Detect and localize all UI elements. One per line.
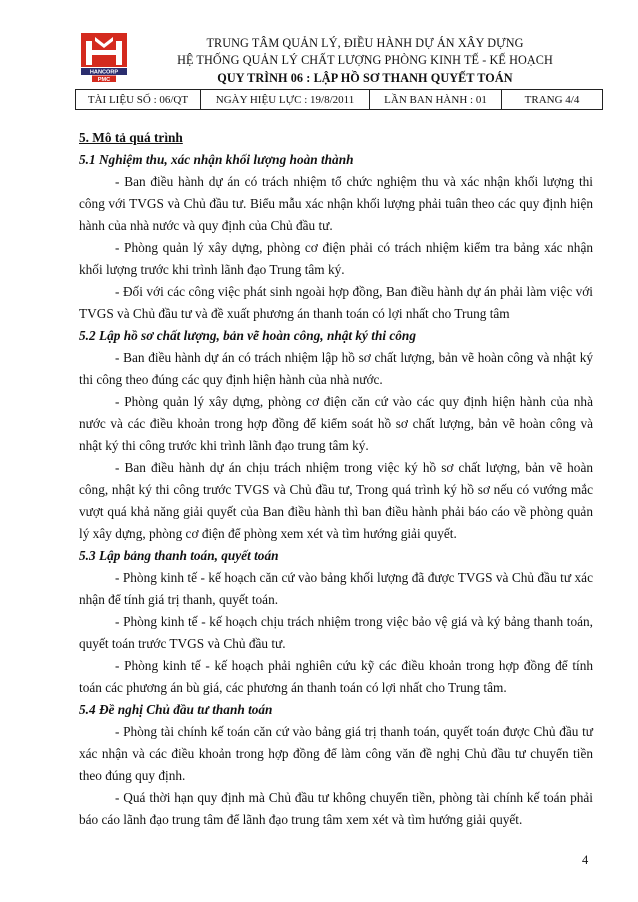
subsection-title-5-2: 5.2 Lập hồ sơ chất lượng, bản vẽ hoàn công, nhật ký thi công: [79, 328, 416, 343]
paragraph: - Phòng kinh tế - kế hoạch phải nghiên cứu kỹ các điều khoản trong hợp đồng để tính toán các phương án bù giá, các phương án thanh toán có lợi nhất cho Trung tâm.: [79, 658, 593, 695]
logo-text-top: HANCORP: [89, 69, 119, 76]
header-org-name: TRUNG TÂM QUẢN LÝ, ĐIỀU HÀNH DỰ ÁN XÂY DỰNG: [206, 36, 524, 50]
subsection-title-5-4: 5.4 Đề nghị Chủ đầu tư thanh toán: [79, 702, 273, 717]
header-procedure-title: QUY TRÌNH 06 : LẬP HỒ SƠ THANH QUYẾT TOÁN: [217, 71, 513, 85]
header-system-name: HỆ THỐNG QUẢN LÝ CHẤT LƯỢNG PHÒNG KINH TẾ - KẾ HOẠCH: [177, 53, 553, 67]
paragraph: - Phòng quản lý xây dựng, phòng cơ điện phải có trách nhiệm kiểm tra bảng xác nhận khối lượng trước khi trình lãnh đạo Trung tâm ký.: [79, 240, 593, 277]
paragraph: - Phòng kinh tế - kế hoạch chịu trách nhiệm trong việc bảo vệ giá và ký bảng thanh toán, quyết toán trước TVGS và Chủ đầu tư.: [79, 614, 593, 651]
logo-text-bottom: PMC: [97, 76, 111, 83]
meta-effective-date: NGÀY HIỆU LỰC : 19/8/2011: [201, 90, 370, 110]
company-logo: [79, 31, 129, 83]
paragraph: - Ban điều hành dự án chịu trách nhiệm trong việc ký hồ sơ chất lượng, bản vẽ hoàn công, nhật ký thi công trước TVGS và Chủ đầu tư, Trong quá trình ký hồ sơ nếu có vướng mắc vượt quá khả năng giải quyết của Ban điều hành thì ban điều hành phải báo cáo về phòng quản lý xây dựng, phòng cơ điện để phòng xem xét và tìm hướng giải quyết.: [79, 460, 593, 541]
paragraph: - Đối với các công việc phát sinh ngoài hợp đồng, Ban điều hành dự án phải làm việc với TVGS và Chủ đầu tư và đề xuất phương án thanh toán có lợi nhất cho Trung tâm: [79, 284, 593, 321]
subsection-title-5-3: 5.3 Lập bảng thanh toán, quyết toán: [79, 548, 279, 563]
meta-doc-no: TÀI LIỆU SỐ : 06/QT: [76, 90, 201, 110]
section-title: 5. Mô tả quá trình: [79, 130, 183, 145]
paragraph: - Ban điều hành dự án có trách nhiệm lập hồ sơ chất lượng, bản vẽ hoàn công và nhật ký thi công theo đúng các quy định hiện hành của nhà nước.: [79, 350, 593, 387]
meta-issue: LẦN BAN HÀNH : 01: [370, 90, 502, 110]
page-number: 4: [582, 853, 589, 867]
paragraph: - Phòng tài chính kế toán căn cứ vào bảng giá trị thanh toán, quyết toán được Chủ đầu tư xác nhận và các điều khoản trong hợp đồng để làm công văn đề nghị Chủ đầu tư chuyển tiền theo đúng quy định.: [79, 724, 593, 783]
paragraph: - Phòng kinh tế - kế hoạch căn cứ vào bảng khối lượng đã được TVGS và Chủ đầu tư xác nhận để tính giá trị thanh, quyết toán.: [79, 570, 593, 607]
subsection-title-5-1: 5.1 Nghiệm thu, xác nhận khối lượng hoàn thành: [79, 152, 354, 167]
paragraph: - Quá thời hạn quy định mà Chủ đầu tư không chuyển tiền, phòng tài chính kế toán phải báo cáo lãnh đạo trung tâm để lãnh đạo trung tâm xem xét và tìm hướng giải quyết.: [79, 790, 593, 827]
document-meta-table: [75, 89, 603, 110]
paragraph: - Phòng quản lý xây dựng, phòng cơ điện căn cứ vào các quy định hiện hành của nhà nước và các điều khoản trong hợp đồng để kiểm soát hồ sơ chất lượng, bản vẽ hoàn công và nhật ký thi công trước khi trình lãnh đạo trung tâm ký.: [79, 394, 593, 453]
meta-page: TRANG 4/4: [502, 90, 603, 110]
document-body: [79, 127, 593, 831]
paragraph: - Ban điều hành dự án có trách nhiệm tổ chức nghiệm thu và xác nhận khối lượng thi công với TVGS và Chủ đầu tư. Biểu mẫu xác nhận khối lượng phải tuân theo các quy định hiện hành của nhà nước và quy định của Chủ đầu tư.: [79, 174, 593, 233]
